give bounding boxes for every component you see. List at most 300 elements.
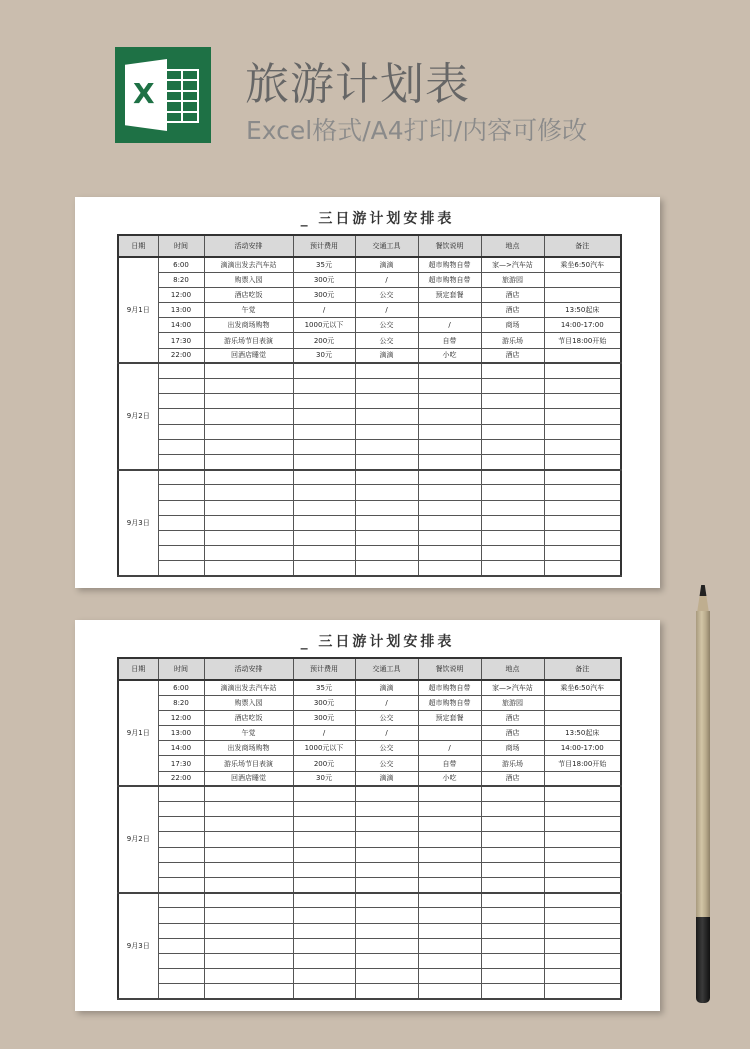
table-cell[interactable]: 滴滴 (355, 771, 418, 786)
table-cell[interactable] (158, 470, 204, 485)
table-cell[interactable] (355, 893, 418, 908)
table-cell[interactable] (293, 923, 355, 938)
table-cell[interactable]: 超市购物自带 (418, 257, 481, 272)
table-cell[interactable]: 17:30 (158, 333, 204, 348)
table-cell[interactable] (158, 786, 204, 801)
table-cell[interactable] (158, 969, 204, 984)
table-cell[interactable] (158, 424, 204, 439)
table-cell[interactable] (158, 439, 204, 454)
table-cell[interactable] (293, 515, 355, 530)
table-cell[interactable]: 滴滴 (355, 257, 418, 272)
table-cell[interactable] (544, 877, 621, 892)
table-cell[interactable] (204, 862, 293, 877)
table-cell[interactable] (293, 379, 355, 394)
table-cell[interactable]: 公交 (355, 756, 418, 771)
table-cell[interactable] (481, 409, 544, 424)
table-cell[interactable]: 超市购物自带 (418, 695, 481, 710)
table-cell[interactable]: 8:20 (158, 695, 204, 710)
table-cell[interactable]: 回酒店睡觉 (204, 348, 293, 363)
table-cell[interactable] (544, 470, 621, 485)
table-cell[interactable]: 出发商场购物 (204, 318, 293, 333)
table-cell[interactable] (544, 832, 621, 847)
table-cell[interactable] (204, 893, 293, 908)
table-cell[interactable] (293, 969, 355, 984)
table-cell[interactable] (158, 454, 204, 469)
table-cell[interactable]: 35元 (293, 257, 355, 272)
table-row (118, 771, 621, 786)
table-cell[interactable] (418, 893, 481, 908)
table-cell[interactable] (544, 348, 621, 363)
table-cell[interactable] (204, 439, 293, 454)
table-cell[interactable]: 商场 (481, 318, 544, 333)
table-cell[interactable] (158, 923, 204, 938)
table-cell[interactable] (204, 817, 293, 832)
table-cell[interactable] (204, 953, 293, 968)
table-cell[interactable]: 乘坐6:50汽车 (544, 257, 621, 272)
table-cell[interactable] (204, 363, 293, 378)
table-cell[interactable]: 预定套餐 (418, 710, 481, 725)
table-cell[interactable] (158, 485, 204, 500)
table-cell[interactable]: 6:00 (158, 257, 204, 272)
table-cell[interactable]: 酒店吃饭 (204, 710, 293, 725)
table-cell[interactable] (355, 817, 418, 832)
header-row (118, 658, 621, 680)
table-cell[interactable]: 12:00 (158, 287, 204, 302)
table-cell[interactable] (544, 802, 621, 817)
table-cell[interactable] (158, 817, 204, 832)
table-cell[interactable]: / (293, 303, 355, 318)
table-cell[interactable] (158, 546, 204, 561)
table-cell[interactable] (204, 984, 293, 999)
table-cell[interactable] (355, 877, 418, 892)
table-cell[interactable] (355, 923, 418, 938)
table-cell[interactable]: 13:50起床 (544, 303, 621, 318)
table-cell[interactable] (481, 969, 544, 984)
table-cell[interactable]: 14:00-17:00 (544, 318, 621, 333)
table-cell[interactable] (204, 561, 293, 576)
table-cell[interactable] (293, 938, 355, 953)
table-cell[interactable] (481, 530, 544, 545)
table-cell[interactable]: 回酒店睡觉 (204, 771, 293, 786)
table-cell[interactable]: 22:00 (158, 348, 204, 363)
table-cell[interactable]: 300元 (293, 710, 355, 725)
table-cell[interactable]: 13:00 (158, 303, 204, 318)
table-cell[interactable] (158, 379, 204, 394)
table-cell[interactable]: 酒店 (481, 726, 544, 741)
table-cell[interactable] (481, 847, 544, 862)
table-cell[interactable]: 1000元以下 (293, 318, 355, 333)
table-cell[interactable] (204, 409, 293, 424)
table-cell[interactable] (204, 485, 293, 500)
table-cell[interactable] (481, 546, 544, 561)
table-cell[interactable] (418, 379, 481, 394)
table-cell[interactable] (418, 454, 481, 469)
table-cell[interactable]: 午觉 (204, 726, 293, 741)
table-cell[interactable]: 300元 (293, 272, 355, 287)
table-cell[interactable] (158, 363, 204, 378)
table-cell[interactable]: 200元 (293, 756, 355, 771)
table-cell[interactable]: 14:00 (158, 318, 204, 333)
table-cell[interactable] (418, 908, 481, 923)
table-cell[interactable]: 17:30 (158, 756, 204, 771)
table-cell[interactable]: 30元 (293, 771, 355, 786)
table-cell[interactable]: / (355, 695, 418, 710)
table-cell[interactable] (355, 908, 418, 923)
table-cell[interactable] (544, 363, 621, 378)
table-cell[interactable] (544, 379, 621, 394)
table-cell[interactable]: 小吃 (418, 771, 481, 786)
table-cell[interactable] (158, 893, 204, 908)
table-cell[interactable] (481, 485, 544, 500)
table-cell[interactable] (418, 500, 481, 515)
table-cell[interactable]: 旅游园 (481, 272, 544, 287)
table-cell[interactable] (158, 938, 204, 953)
table-cell[interactable] (293, 908, 355, 923)
table-cell[interactable] (481, 786, 544, 801)
table-cell[interactable]: / (355, 726, 418, 741)
table-cell[interactable]: 游乐场节目表演 (204, 756, 293, 771)
table-cell[interactable] (204, 424, 293, 439)
table-cell[interactable]: 22:00 (158, 771, 204, 786)
table-cell[interactable] (158, 877, 204, 892)
table-cell[interactable] (544, 938, 621, 953)
table-cell[interactable] (158, 832, 204, 847)
table-cell[interactable] (418, 802, 481, 817)
table-cell[interactable]: 节目18:00开始 (544, 756, 621, 771)
table-cell[interactable] (418, 862, 481, 877)
table-cell[interactable]: 酒店 (481, 348, 544, 363)
table-cell[interactable] (355, 439, 418, 454)
table-cell[interactable]: 300元 (293, 287, 355, 302)
table-cell[interactable] (481, 984, 544, 999)
table-cell[interactable] (158, 394, 204, 409)
table-cell[interactable] (544, 424, 621, 439)
table-cell[interactable] (204, 470, 293, 485)
table-cell[interactable] (204, 923, 293, 938)
table-cell[interactable] (293, 984, 355, 999)
table-cell[interactable] (481, 802, 544, 817)
table-cell[interactable]: 酒店 (481, 287, 544, 302)
table-cell[interactable] (293, 817, 355, 832)
table-cell[interactable] (355, 454, 418, 469)
table-cell[interactable] (204, 877, 293, 892)
table-cell[interactable] (204, 500, 293, 515)
table-cell[interactable]: 13:50起床 (544, 726, 621, 741)
table-cell[interactable] (158, 802, 204, 817)
table-cell[interactable] (293, 530, 355, 545)
table-cell[interactable] (544, 969, 621, 984)
table-cell[interactable]: 30元 (293, 348, 355, 363)
table-cell[interactable] (293, 561, 355, 576)
table-cell[interactable] (158, 984, 204, 999)
table-cell[interactable]: 公交 (355, 710, 418, 725)
table-cell[interactable] (418, 832, 481, 847)
table-cell[interactable] (481, 953, 544, 968)
table-cell[interactable] (481, 817, 544, 832)
table-cell[interactable] (204, 938, 293, 953)
table-cell[interactable] (418, 409, 481, 424)
table-cell[interactable] (355, 515, 418, 530)
table-cell[interactable]: 滴滴出发去汽车站 (204, 257, 293, 272)
table-cell[interactable] (293, 439, 355, 454)
table-cell[interactable] (481, 454, 544, 469)
table-cell[interactable] (544, 409, 621, 424)
table-cell[interactable] (544, 710, 621, 725)
table-cell[interactable]: 公交 (355, 741, 418, 756)
table-cell[interactable] (293, 546, 355, 561)
table-cell[interactable]: 滴滴出发去汽车站 (204, 680, 293, 695)
table-cell[interactable] (293, 832, 355, 847)
table-cell[interactable] (418, 938, 481, 953)
table-cell[interactable]: 1000元以下 (293, 741, 355, 756)
table-cell[interactable] (355, 500, 418, 515)
table-cell[interactable]: 出发商场购物 (204, 741, 293, 756)
table-cell[interactable] (418, 969, 481, 984)
table-cell[interactable] (481, 394, 544, 409)
table-cell[interactable]: 节目18:00开始 (544, 333, 621, 348)
table-cell[interactable]: 自带 (418, 756, 481, 771)
table-cell[interactable] (481, 379, 544, 394)
table-cell[interactable] (158, 515, 204, 530)
table-cell[interactable] (544, 287, 621, 302)
table-cell[interactable] (418, 303, 481, 318)
table-cell[interactable]: 酒店 (481, 710, 544, 725)
table-row (118, 802, 621, 817)
table-cell[interactable] (418, 877, 481, 892)
table-cell[interactable] (293, 893, 355, 908)
table-cell[interactable] (418, 470, 481, 485)
table-cell[interactable] (355, 786, 418, 801)
table-cell[interactable] (204, 969, 293, 984)
table-cell[interactable] (544, 546, 621, 561)
table-cell[interactable] (481, 908, 544, 923)
table-cell[interactable] (293, 847, 355, 862)
table-cell[interactable]: / (355, 272, 418, 287)
table-cell[interactable]: 14:00 (158, 741, 204, 756)
table-cell[interactable] (481, 500, 544, 515)
table-cell[interactable] (204, 786, 293, 801)
table-cell[interactable] (481, 561, 544, 576)
table-cell[interactable] (355, 485, 418, 500)
table-cell[interactable] (418, 363, 481, 378)
table-cell[interactable] (355, 394, 418, 409)
table-cell[interactable]: 超市购物自带 (418, 680, 481, 695)
table-cell[interactable] (293, 786, 355, 801)
table-cell[interactable] (293, 454, 355, 469)
table-cell[interactable] (544, 530, 621, 545)
table-cell[interactable] (293, 862, 355, 877)
table-cell[interactable] (293, 470, 355, 485)
table-cell[interactable] (544, 817, 621, 832)
table-cell[interactable] (355, 862, 418, 877)
table-cell[interactable] (544, 771, 621, 786)
table-cell[interactable] (293, 802, 355, 817)
table-cell[interactable] (481, 923, 544, 938)
table-cell[interactable] (418, 530, 481, 545)
table-cell[interactable] (418, 561, 481, 576)
table-cell[interactable] (544, 862, 621, 877)
table-cell[interactable] (481, 862, 544, 877)
table-cell[interactable] (481, 877, 544, 892)
table-cell[interactable] (204, 454, 293, 469)
table-cell[interactable] (355, 363, 418, 378)
table-cell[interactable] (544, 908, 621, 923)
table-cell[interactable] (204, 394, 293, 409)
table-cell[interactable]: 12:00 (158, 710, 204, 725)
table-cell[interactable]: 自带 (418, 333, 481, 348)
table-cell[interactable] (204, 515, 293, 530)
table-cell[interactable] (481, 363, 544, 378)
table-cell[interactable] (355, 424, 418, 439)
table-cell[interactable]: 滴滴 (355, 680, 418, 695)
table-cell[interactable]: 300元 (293, 695, 355, 710)
table-cell[interactable] (293, 953, 355, 968)
table-cell[interactable] (544, 485, 621, 500)
table-cell[interactable] (544, 515, 621, 530)
table-row (118, 394, 621, 409)
table-cell[interactable] (158, 530, 204, 545)
table-cell[interactable] (544, 272, 621, 287)
table-cell[interactable]: 家—>汽车站 (481, 680, 544, 695)
table-cell[interactable] (544, 984, 621, 999)
table-cell[interactable] (418, 424, 481, 439)
table-cell[interactable] (158, 908, 204, 923)
table-cell[interactable] (355, 847, 418, 862)
table-cell[interactable] (418, 546, 481, 561)
table-cell[interactable] (293, 485, 355, 500)
table-cell[interactable] (355, 379, 418, 394)
table-cell[interactable] (158, 953, 204, 968)
table-cell[interactable] (293, 500, 355, 515)
table-cell[interactable] (204, 908, 293, 923)
table-cell[interactable]: / (418, 318, 481, 333)
table-cell[interactable] (544, 953, 621, 968)
table-cell[interactable] (158, 500, 204, 515)
table-cell[interactable] (418, 953, 481, 968)
table-cell[interactable] (544, 561, 621, 576)
table-cell[interactable] (418, 984, 481, 999)
table-cell[interactable] (355, 984, 418, 999)
table-cell[interactable] (544, 394, 621, 409)
table-cell[interactable]: 乘坐6:50汽车 (544, 680, 621, 695)
table-cell[interactable] (293, 877, 355, 892)
table-cell[interactable] (204, 847, 293, 862)
table-cell[interactable] (355, 802, 418, 817)
table-cell[interactable]: 超市购物自带 (418, 272, 481, 287)
table-cell[interactable]: 酒店吃饭 (204, 287, 293, 302)
table-cell[interactable]: 游乐场节目表演 (204, 333, 293, 348)
table-cell[interactable]: 200元 (293, 333, 355, 348)
table-cell[interactable] (418, 786, 481, 801)
table-cell[interactable] (204, 802, 293, 817)
table-cell[interactable] (418, 817, 481, 832)
table-cell[interactable]: 公交 (355, 287, 418, 302)
table-cell[interactable] (418, 923, 481, 938)
table-cell[interactable]: 旅游园 (481, 695, 544, 710)
table-cell[interactable]: 公交 (355, 333, 418, 348)
table-cell[interactable] (355, 953, 418, 968)
table-cell[interactable] (544, 923, 621, 938)
table-cell[interactable] (204, 379, 293, 394)
table-cell[interactable] (544, 500, 621, 515)
table-cell[interactable] (293, 424, 355, 439)
table-cell[interactable]: 13:00 (158, 726, 204, 741)
table-cell[interactable] (293, 394, 355, 409)
table-cell[interactable] (418, 847, 481, 862)
table-cell[interactable] (481, 515, 544, 530)
table-cell[interactable] (544, 893, 621, 908)
table-cell[interactable] (481, 424, 544, 439)
table-cell[interactable] (544, 695, 621, 710)
table-cell[interactable]: 游乐场 (481, 756, 544, 771)
table-cell[interactable]: 购票入园 (204, 272, 293, 287)
table-cell[interactable]: 家—>汽车站 (481, 257, 544, 272)
table-cell[interactable] (544, 786, 621, 801)
table-cell[interactable]: 8:20 (158, 272, 204, 287)
table-cell[interactable] (418, 485, 481, 500)
table-cell[interactable]: / (293, 726, 355, 741)
table-cell[interactable] (355, 938, 418, 953)
table-cell[interactable] (481, 938, 544, 953)
table-cell[interactable] (355, 409, 418, 424)
table-cell[interactable] (158, 409, 204, 424)
table-cell[interactable] (293, 409, 355, 424)
table-cell[interactable]: 商场 (481, 741, 544, 756)
table-cell[interactable] (355, 969, 418, 984)
table-cell[interactable]: 预定套餐 (418, 287, 481, 302)
table-cell[interactable]: 公交 (355, 318, 418, 333)
table-cell[interactable]: 滴滴 (355, 348, 418, 363)
table-cell[interactable]: 午觉 (204, 303, 293, 318)
table-cell[interactable] (544, 847, 621, 862)
table-cell[interactable] (481, 439, 544, 454)
table-cell[interactable] (204, 832, 293, 847)
table-cell[interactable] (418, 439, 481, 454)
table-cell[interactable] (481, 832, 544, 847)
table-cell[interactable]: / (355, 303, 418, 318)
table-cell[interactable]: 酒店 (481, 303, 544, 318)
table-cell[interactable]: 14:00-17:00 (544, 741, 621, 756)
table-cell[interactable] (544, 439, 621, 454)
table-cell[interactable] (293, 363, 355, 378)
sheet-title: _ 三日游计划安排表 (300, 211, 455, 227)
table-cell[interactable] (355, 530, 418, 545)
table-cell[interactable]: 35元 (293, 680, 355, 695)
table-cell[interactable] (355, 561, 418, 576)
table-cell[interactable] (481, 893, 544, 908)
table-cell[interactable] (418, 515, 481, 530)
table-cell[interactable] (418, 394, 481, 409)
table-cell[interactable] (204, 546, 293, 561)
table-cell[interactable]: 购票入园 (204, 695, 293, 710)
table-cell[interactable]: / (418, 741, 481, 756)
table-cell[interactable] (544, 454, 621, 469)
table-cell[interactable] (481, 470, 544, 485)
table-row (118, 257, 621, 272)
table-cell[interactable] (355, 832, 418, 847)
table-cell[interactable] (158, 862, 204, 877)
table-cell[interactable]: 6:00 (158, 680, 204, 695)
table-cell[interactable] (158, 847, 204, 862)
table-cell[interactable] (204, 530, 293, 545)
table-cell[interactable] (158, 561, 204, 576)
table-cell[interactable]: 小吃 (418, 348, 481, 363)
table-cell[interactable] (418, 726, 481, 741)
table-cell[interactable] (355, 470, 418, 485)
table-cell[interactable]: 酒店 (481, 771, 544, 786)
table-cell[interactable]: 游乐场 (481, 333, 544, 348)
table-cell[interactable] (355, 546, 418, 561)
